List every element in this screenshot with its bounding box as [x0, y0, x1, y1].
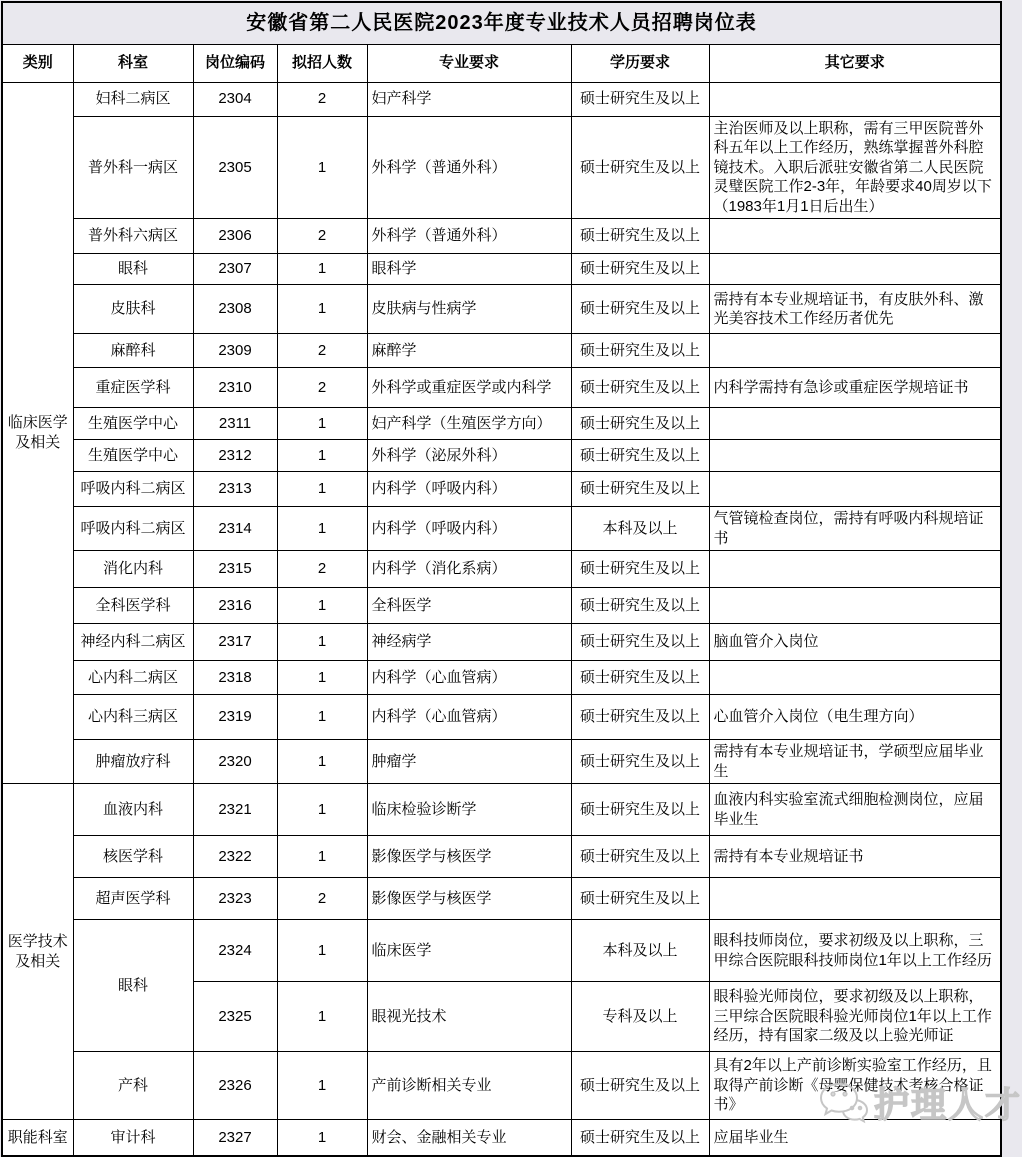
- cell-degree: 硕士研究生及以上: [571, 1120, 709, 1156]
- table-row: [2, 624, 1001, 661]
- recruitment-table: [1, 1, 1002, 1157]
- cell-other: [709, 254, 1001, 285]
- cell-degree: 硕士研究生及以上: [571, 368, 709, 408]
- table-row: [2, 1052, 1001, 1120]
- cell-dept: 产科: [73, 1052, 193, 1120]
- cell-count: 2: [277, 368, 367, 408]
- cell-major: 影像医学与核医学: [367, 836, 571, 878]
- cell-count: 1: [277, 624, 367, 661]
- cell-other: [709, 219, 1001, 254]
- cell-major: 外科学或重症医学或内科学: [367, 368, 571, 408]
- cell-count: 1: [277, 661, 367, 695]
- cell-count: 1: [277, 116, 367, 219]
- cell-major: 眼科学: [367, 254, 571, 285]
- cell-degree: 硕士研究生及以上: [571, 784, 709, 836]
- table-row: [2, 285, 1001, 334]
- table-row: [2, 254, 1001, 285]
- cell-other: 气管镜检查岗位，需持有呼吸内科规培证书: [709, 507, 1001, 551]
- cell-code: 2322: [193, 836, 277, 878]
- cell-other: 眼科技师岗位，要求初级及以上职称，三甲综合医院眼科技师岗位1年以上工作经历: [709, 920, 1001, 982]
- cell-other: 眼科验光师岗位，要求初级及以上职称，三甲综合医院眼科验光师岗位1年以上工作经历，持有国家二级及以上验光师证: [709, 982, 1001, 1052]
- col-header-degree: 学历要求: [571, 44, 709, 82]
- cell-count: 1: [277, 588, 367, 624]
- table-row: [2, 82, 1001, 116]
- cell-count: 2: [277, 878, 367, 920]
- cell-major: 妇产科学: [367, 82, 571, 116]
- cell-other: 脑血管介入岗位: [709, 624, 1001, 661]
- cell-dept: 皮肤科: [73, 285, 193, 334]
- cell-major: 内科学（呼吸内科）: [367, 507, 571, 551]
- cell-major: 外科学（普通外科）: [367, 219, 571, 254]
- cell-count: 1: [277, 695, 367, 740]
- cell-dept: 消化内科: [73, 551, 193, 588]
- category-cell: 医学技术及相关: [2, 784, 73, 1120]
- cell-major: 临床检验诊断学: [367, 784, 571, 836]
- cell-code: 2310: [193, 368, 277, 408]
- cell-degree: 硕士研究生及以上: [571, 695, 709, 740]
- cell-code: 2325: [193, 982, 277, 1052]
- title-row: [2, 2, 1001, 44]
- cell-count: 1: [277, 1120, 367, 1156]
- cell-other: 主治医师及以上职称，需有三甲医院普外科五年以上工作经历，熟练掌握普外科腔镜技术。入职后派驻安徽省第二人民医院灵璧医院工作2-3年，年龄要求40周岁以下（1983年1月1日后出生）: [709, 116, 1001, 219]
- cell-major: 临床医学: [367, 920, 571, 982]
- cell-degree: 硕士研究生及以上: [571, 285, 709, 334]
- cell-code: 2319: [193, 695, 277, 740]
- category-cell: 职能科室: [2, 1120, 73, 1156]
- table-row: [2, 740, 1001, 784]
- table-row: [2, 695, 1001, 740]
- cell-dept: 生殖医学中心: [73, 408, 193, 440]
- cell-dept: 重症医学科: [73, 368, 193, 408]
- cell-count: 1: [277, 1052, 367, 1120]
- table-row: [2, 440, 1001, 472]
- cell-code: 2320: [193, 740, 277, 784]
- cell-other: [709, 551, 1001, 588]
- cell-dept: 妇科二病区: [73, 82, 193, 116]
- table-row: [2, 836, 1001, 878]
- table-row: [2, 784, 1001, 836]
- cell-other: 血液内科实验室流式细胞检测岗位，应届毕业生: [709, 784, 1001, 836]
- cell-dept: 呼吸内科二病区: [73, 507, 193, 551]
- cell-other: [709, 408, 1001, 440]
- cell-degree: 硕士研究生及以上: [571, 254, 709, 285]
- cell-dept: 普外科一病区: [73, 116, 193, 219]
- table-row: [2, 1120, 1001, 1156]
- cell-other: [709, 472, 1001, 507]
- cell-dept: 眼科: [73, 920, 193, 1052]
- cell-degree: 硕士研究生及以上: [571, 551, 709, 588]
- cell-count: 1: [277, 507, 367, 551]
- cell-code: 2314: [193, 507, 277, 551]
- cell-degree: 硕士研究生及以上: [571, 1052, 709, 1120]
- cell-major: 神经病学: [367, 624, 571, 661]
- cell-dept: 肿瘤放疗科: [73, 740, 193, 784]
- cell-other: [709, 878, 1001, 920]
- cell-code: 2313: [193, 472, 277, 507]
- col-header-major: 专业要求: [367, 44, 571, 82]
- cell-code: 2324: [193, 920, 277, 982]
- cell-code: 2321: [193, 784, 277, 836]
- cell-dept: 全科医学科: [73, 588, 193, 624]
- cell-count: 2: [277, 82, 367, 116]
- cell-count: 1: [277, 285, 367, 334]
- cell-count: 1: [277, 472, 367, 507]
- cell-major: 外科学（普通外科）: [367, 116, 571, 219]
- cell-count: 1: [277, 440, 367, 472]
- table-row: [2, 472, 1001, 507]
- cell-other: [709, 661, 1001, 695]
- cell-dept: 超声医学科: [73, 878, 193, 920]
- cell-dept: 核医学科: [73, 836, 193, 878]
- cell-code: 2323: [193, 878, 277, 920]
- cell-code: 2304: [193, 82, 277, 116]
- cell-degree: 硕士研究生及以上: [571, 334, 709, 368]
- cell-code: 2305: [193, 116, 277, 219]
- cell-major: 内科学（心血管病）: [367, 661, 571, 695]
- cell-count: 1: [277, 836, 367, 878]
- cell-dept: 审计科: [73, 1120, 193, 1156]
- cell-dept: 麻醉科: [73, 334, 193, 368]
- cell-degree: 硕士研究生及以上: [571, 740, 709, 784]
- cell-major: 外科学（泌尿外科）: [367, 440, 571, 472]
- cell-other: 具有2年以上产前诊断实验室工作经历，且取得产前诊断《母婴保健技术考核合格证书》: [709, 1052, 1001, 1120]
- cell-degree: 硕士研究生及以上: [571, 440, 709, 472]
- cell-count: 1: [277, 408, 367, 440]
- cell-code: 2311: [193, 408, 277, 440]
- cell-major: 全科医学: [367, 588, 571, 624]
- cell-code: 2317: [193, 624, 277, 661]
- cell-other: 心血管介入岗位（电生理方向）: [709, 695, 1001, 740]
- cell-count: 1: [277, 920, 367, 982]
- cell-code: 2315: [193, 551, 277, 588]
- cell-count: 1: [277, 784, 367, 836]
- category-cell: 临床医学及相关: [2, 82, 73, 784]
- table-row: [2, 661, 1001, 695]
- cell-degree: 硕士研究生及以上: [571, 588, 709, 624]
- cell-count: 1: [277, 740, 367, 784]
- table-row: [2, 920, 1001, 982]
- header-row: [2, 44, 1001, 82]
- cell-code: 2316: [193, 588, 277, 624]
- cell-other: [709, 440, 1001, 472]
- cell-code: 2326: [193, 1052, 277, 1120]
- cell-degree: 硕士研究生及以上: [571, 408, 709, 440]
- cell-other: 应届毕业生: [709, 1120, 1001, 1156]
- cell-degree: 硕士研究生及以上: [571, 116, 709, 219]
- cell-major: 内科学（消化系病）: [367, 551, 571, 588]
- cell-code: 2307: [193, 254, 277, 285]
- cell-code: 2312: [193, 440, 277, 472]
- cell-count: 2: [277, 334, 367, 368]
- cell-other: 需持有本专业规培证书，学硕型应届毕业生: [709, 740, 1001, 784]
- cell-degree: 硕士研究生及以上: [571, 878, 709, 920]
- col-header-category: 类别: [2, 44, 73, 82]
- cell-dept: 心内科二病区: [73, 661, 193, 695]
- cell-dept: 呼吸内科二病区: [73, 472, 193, 507]
- cell-count: 1: [277, 254, 367, 285]
- table-row: [2, 116, 1001, 219]
- cell-degree: 硕士研究生及以上: [571, 472, 709, 507]
- cell-code: 2309: [193, 334, 277, 368]
- cell-major: 皮肤病与性病学: [367, 285, 571, 334]
- cell-degree: 硕士研究生及以上: [571, 836, 709, 878]
- cell-degree: 硕士研究生及以上: [571, 661, 709, 695]
- cell-degree: 硕士研究生及以上: [571, 219, 709, 254]
- cell-dept: 眼科: [73, 254, 193, 285]
- table-row: [2, 368, 1001, 408]
- cell-dept: 血液内科: [73, 784, 193, 836]
- table-row: [2, 551, 1001, 588]
- cell-count: 2: [277, 551, 367, 588]
- cell-major: 麻醉学: [367, 334, 571, 368]
- col-header-other: 其它要求: [709, 44, 1001, 82]
- cell-degree: 硕士研究生及以上: [571, 624, 709, 661]
- cell-major: 眼视光技术: [367, 982, 571, 1052]
- table-row: [2, 219, 1001, 254]
- cell-dept: 神经内科二病区: [73, 624, 193, 661]
- cell-degree: 专科及以上: [571, 982, 709, 1052]
- cell-other: [709, 334, 1001, 368]
- cell-degree: 本科及以上: [571, 507, 709, 551]
- cell-major: 肿瘤学: [367, 740, 571, 784]
- cell-major: 影像医学与核医学: [367, 878, 571, 920]
- cell-degree: 硕士研究生及以上: [571, 82, 709, 116]
- cell-code: 2327: [193, 1120, 277, 1156]
- cell-dept: 普外科六病区: [73, 219, 193, 254]
- col-header-department: 科室: [73, 44, 193, 82]
- cell-degree: 本科及以上: [571, 920, 709, 982]
- cell-code: 2318: [193, 661, 277, 695]
- cell-code: 2306: [193, 219, 277, 254]
- cell-major: 财会、金融相关专业: [367, 1120, 571, 1156]
- table-row: [2, 878, 1001, 920]
- cell-code: 2308: [193, 285, 277, 334]
- cell-major: 产前诊断相关专业: [367, 1052, 571, 1120]
- cell-count: 2: [277, 219, 367, 254]
- cell-other: 需持有本专业规培证书，有皮肤外科、激光美容技术工作经历者优先: [709, 285, 1001, 334]
- col-header-count: 拟招人数: [277, 44, 367, 82]
- table-row: [2, 507, 1001, 551]
- cell-other: [709, 588, 1001, 624]
- cell-major: 妇产科学（生殖医学方向）: [367, 408, 571, 440]
- cell-count: 1: [277, 982, 367, 1052]
- table-row: [2, 588, 1001, 624]
- cell-major: 内科学（心血管病）: [367, 695, 571, 740]
- cell-major: 内科学（呼吸内科）: [367, 472, 571, 507]
- table-row: [2, 408, 1001, 440]
- cell-dept: 生殖医学中心: [73, 440, 193, 472]
- cell-other: 内科学需持有急诊或重症医学规培证书: [709, 368, 1001, 408]
- col-header-code: 岗位编码: [193, 44, 277, 82]
- cell-other: [709, 82, 1001, 116]
- page-title: 安徽省第二人民医院2023年度专业技术人员招聘岗位表: [2, 2, 1001, 44]
- table-row: [2, 334, 1001, 368]
- cell-other: 需持有本专业规培证书: [709, 836, 1001, 878]
- cell-dept: 心内科三病区: [73, 695, 193, 740]
